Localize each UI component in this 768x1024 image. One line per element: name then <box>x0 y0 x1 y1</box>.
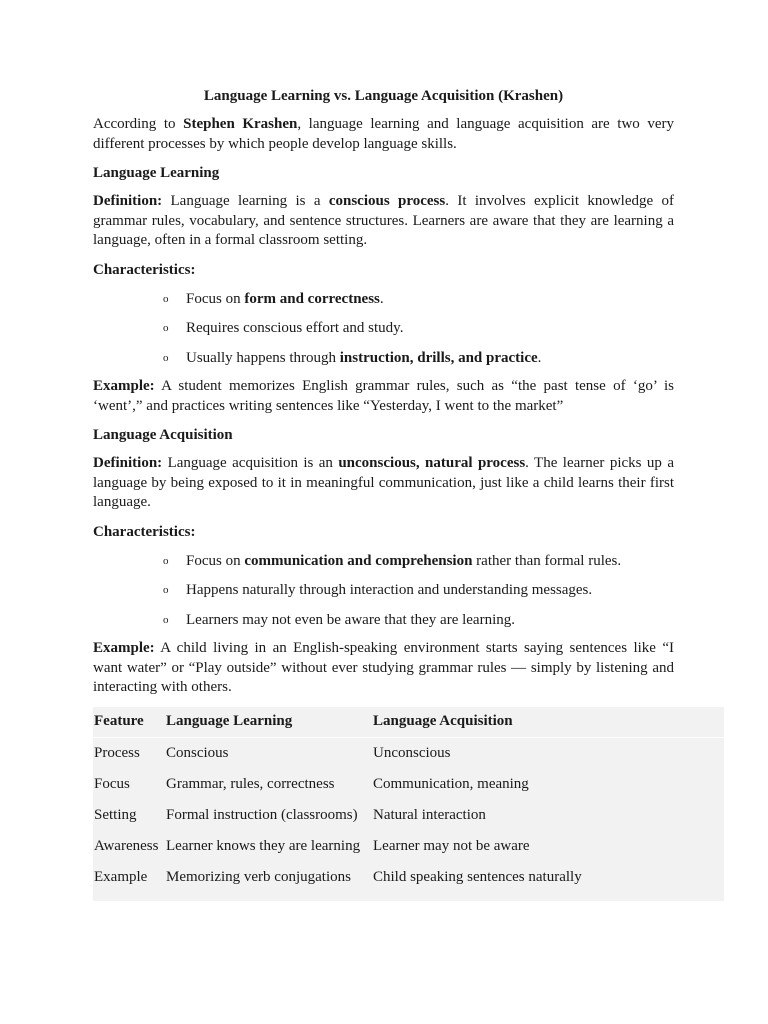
table-cell: Setting <box>94 806 137 823</box>
learning-definition <box>93 192 674 251</box>
table-header-cell: Language Learning <box>165 707 372 738</box>
intro-pre: According to <box>93 116 184 132</box>
table-row <box>93 769 724 800</box>
acquisition-characteristics-label: Characteristics: <box>93 523 196 540</box>
learning-characteristics-list <box>93 289 674 368</box>
list-item-text: Usually happens through <box>186 349 340 366</box>
learning-definition-pre: Language learning is a <box>162 193 329 209</box>
acquisition-example-text: A child living in an English-speaking environment starts saying sentences like “I want water” or “Play outside” without ever studying grammar rules — simply by listening and interacting with others. <box>93 640 674 695</box>
list-item-text: Focus on <box>186 290 245 307</box>
acquisition-heading: Language Acquisition <box>93 427 233 443</box>
comparison-table <box>93 707 724 901</box>
table-cell: Formal instruction (classrooms) <box>166 806 358 823</box>
bullet-icon: o <box>163 351 169 364</box>
table-cell: Awareness <box>94 837 159 854</box>
acquisition-example-label: Example: <box>93 640 155 656</box>
list-item-text-end: . <box>537 349 542 366</box>
list-item-text: Learners may not even be aware that they are learning. <box>186 611 516 628</box>
learning-example-text: A student memorizes English grammar rules, such as “the past tense of ‘go’ is ‘went’,” and practices writing sentences like “Yesterday, I went to the market” <box>93 378 674 414</box>
table-cell: Focus <box>94 775 130 792</box>
list-item-text-end: . <box>379 290 384 307</box>
list-item-text: Focus on <box>186 552 245 569</box>
bullet-icon: o <box>163 322 169 334</box>
list-item <box>93 348 674 368</box>
acquisition-characteristics-list <box>93 551 674 630</box>
intro-paragraph <box>93 115 674 154</box>
table-row <box>93 737 724 769</box>
table-header-cell: Language Acquisition <box>372 707 724 738</box>
table-cell: Grammar, rules, correctness <box>166 775 335 792</box>
learning-example <box>93 377 674 416</box>
table-cell: Learner may not be aware <box>373 837 530 854</box>
table-cell: Communication, meaning <box>373 775 529 792</box>
table-header-row <box>93 707 724 738</box>
bullet-icon: o <box>163 613 169 626</box>
list-item <box>93 551 674 571</box>
table-row <box>93 800 724 831</box>
acquisition-definition-pre: Language acquisition is an <box>162 455 339 471</box>
table-row <box>93 831 724 862</box>
document-page <box>93 86 674 901</box>
document-title: Language Learning vs. Language Acquisition (Krashen) <box>203 88 564 104</box>
bullet-icon: o <box>163 292 169 305</box>
list-item-bold: communication and comprehension <box>244 552 473 569</box>
list-item <box>93 580 674 600</box>
learning-characteristics-label: Characteristics: <box>93 261 196 278</box>
table-cell: Process <box>94 744 140 761</box>
learning-definition-bold: conscious process <box>328 193 446 209</box>
intro-post: , language learning and language acquisition are two very different processes by which people develop language skills. <box>93 116 674 152</box>
table-cell: Natural interaction <box>373 806 486 823</box>
list-item <box>93 318 674 338</box>
acquisition-definition-bold: unconscious, natural process <box>338 455 526 471</box>
list-item-bold: form and correctness <box>244 290 380 307</box>
list-item-text: Happens naturally through interaction and understanding messages. <box>186 582 593 598</box>
learning-heading: Language Learning <box>93 165 220 181</box>
table-cell: Example <box>94 868 148 885</box>
table-cell: Child speaking sentences naturally <box>373 868 582 885</box>
table-row <box>93 862 724 901</box>
list-item-bold: instruction, drills, and practice <box>339 349 538 366</box>
list-item <box>93 610 674 630</box>
table-cell: Learner knows they are learning <box>166 837 361 854</box>
intro-author-name: Stephen Krashen <box>183 116 298 132</box>
bullet-icon: o <box>163 554 169 567</box>
table-cell: Conscious <box>166 744 229 761</box>
acquisition-example <box>93 639 674 698</box>
learning-definition-post: . It involves explicit knowledge of grammar rules, vocabulary, and sentence structures. Learners are aware that they are learning a language, often in a formal classroom setting. <box>93 193 674 248</box>
list-item <box>93 289 674 309</box>
learning-definition-label: Definition: <box>93 193 163 209</box>
table-cell: Memorizing verb conjugations <box>166 868 351 885</box>
bullet-icon: o <box>163 584 169 596</box>
list-item-text-end: rather than formal rules. <box>472 552 622 569</box>
learning-example-label: Example: <box>93 378 155 394</box>
acquisition-definition-label: Definition: <box>93 455 163 471</box>
table-cell: Unconscious <box>373 744 451 761</box>
list-item-text: Requires conscious effort and study. <box>186 320 404 336</box>
acquisition-definition <box>93 454 674 513</box>
table-header-cell: Feature <box>93 707 165 738</box>
acquisition-definition-post: . The learner picks up a language by being exposed to it in meaningful communication, just like a child learns their first language. <box>93 455 674 510</box>
